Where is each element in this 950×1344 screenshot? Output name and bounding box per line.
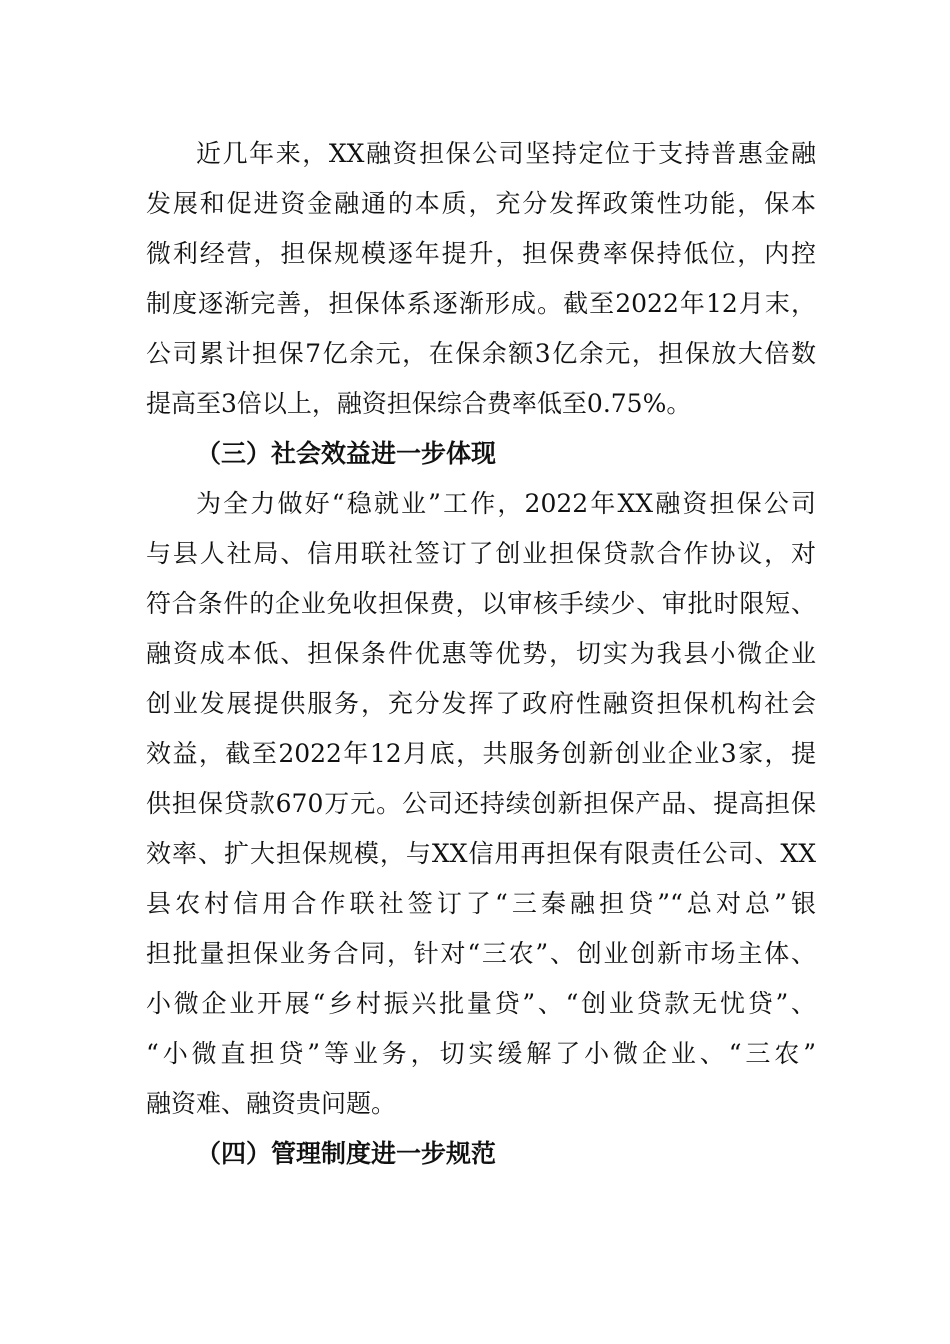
- paragraph-2-line-6: 效益，截至2022年12月底，共服务创新创业企业3家，提: [146, 739, 816, 768]
- paragraph-2-line-5: 创业发展提供服务，充分发挥了政府性融资担保机构社会: [146, 689, 816, 718]
- paragraph-1-line-5: 公司累计担保7亿余元，在保余额3亿余元，担保放大倍数: [146, 339, 816, 368]
- paragraph-2-line-7: 供担保贷款670万元。公司还持续创新担保产品、提高担保: [146, 789, 816, 818]
- paragraph-2-line-10: 担批量担保业务合同，针对“三农”、创业创新市场主体、: [146, 939, 816, 968]
- section-heading-4: （四）管理制度进一步规范: [196, 1139, 497, 1168]
- paragraph-2-line-8: 效率、扩大担保规模，与XX信用再担保有限责任公司、XX: [146, 839, 816, 868]
- paragraph-1-line-2: 发展和促进资金融通的本质，充分发挥政策性功能，保本: [146, 189, 816, 218]
- paragraph-2-line-2: 与县人社局、信用联社签订了创业担保贷款合作协议，对: [146, 539, 816, 568]
- paragraph-2-line-12: “小微直担贷”等业务，切实缓解了小微企业、“三农”: [146, 1039, 816, 1068]
- paragraph-2-line-1: 为全力做好“稳就业”工作，2022年XX融资担保公司: [196, 489, 816, 518]
- paragraph-1-line-4: 制度逐渐完善，担保体系逐渐形成。截至2022年12月末，: [146, 289, 816, 318]
- section-heading-3: （三）社会效益进一步体现: [196, 439, 497, 468]
- paragraph-2-line-4: 融资成本低、担保条件优惠等优势，切实为我县小微企业: [146, 639, 816, 668]
- paragraph-2-line-13: 融资难、融资贵问题。: [146, 1089, 397, 1118]
- paragraph-1-line-6: 提高至3倍以上，融资担保综合费率低至0.75%。: [146, 389, 692, 418]
- paragraph-1-line-3: 微利经营，担保规模逐年提升，担保费率保持低位，内控: [146, 239, 816, 268]
- paragraph-1-line-1: 近几年来，XX融资担保公司坚持定位于支持普惠金融: [196, 139, 816, 168]
- paragraph-2-line-11: 小微企业开展“乡村振兴批量贷”、“创业贷款无忧贷”、: [146, 989, 816, 1018]
- paragraph-2-line-9: 县农村信用合作联社签订了“三秦融担贷”“总对总”银: [146, 889, 816, 918]
- paragraph-2-line-3: 符合条件的企业免收担保费，以审核手续少、审批时限短、: [146, 589, 816, 618]
